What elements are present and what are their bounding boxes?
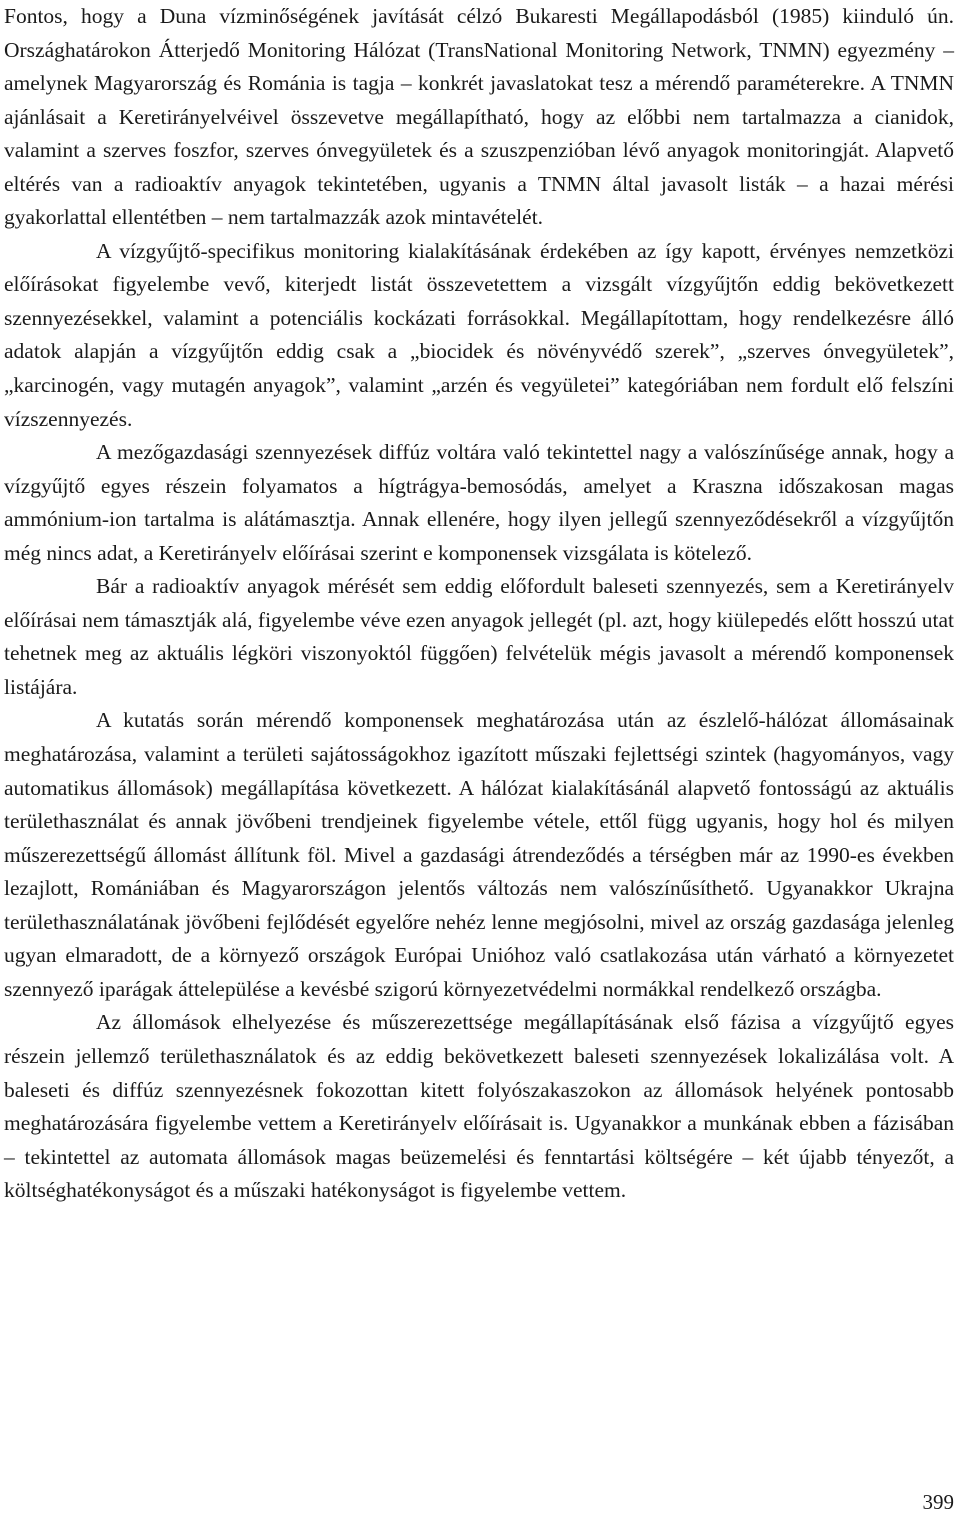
document-body (4, 0, 954, 1208)
paragraph-radioactive: Bár a radioaktív anyagok mérését sem eddig előfordult baleseti szennyezés, sem a Keretirányelv előírásai nem támasztják alá, figyelembe véve ezen anyagok jellegét (pl. azt, hogy kiülepedés előtt hosszú utat tehetnek meg az aktuális légköri viszonyoktól függően) felvételük mégis javasolt a mérendő komponensek listájára. (4, 574, 954, 699)
paragraph-stations: Az állomások elhelyezése és műszerezettsége megállapításának első fázisa a vízgyűjtő egyes részein jellemző területhasználatok és az eddig bekövetkezett baleseti szennyezések lokalizálása volt. A baleseti és diffúz szennyezésnek fokozottan kitett folyószakaszokon az állomások helyének pontosabb meghatározására figyelembe vettem a Keretirányelv előírásait is. Ugyanakkor a munkának ebben a fázisában – tekintettel az automata állomások magas beüzemelési és fenntartási költségére – két újabb tényezőt, a költséghatékonyságot és a műszaki hatékonyságot is figyelembe vettem. (4, 1010, 954, 1203)
paragraph-intro: Fontos, hogy a Duna vízminőségének javítását célzó Bukaresti Megállapodásból (1985) kiinduló ún. Országhatárokon Átterjedő Monitoring Hálózat (TransNational Monitoring Network, TNMN) egyezmény – amelynek Magyarország és Románia is tagja – konkrét javaslatokat tesz a mérendő paraméterekre. A TNMN ajánlásait a Keretirányelvéivel összevetve megállapítható, hogy az előbbi nem tartalmazza a cianidok, valamint a szerves foszfor, szerves ónvegyületek és a szuszpenzióban lévő anyagok monitoringját. Alapvető eltérés van a radioaktív anyagok tekintetében, ugyanis a TNMN által javasolt listák – a hazai mérési gyakorlattal ellentétben – nem tartalmazzák azok mintavételét. (4, 4, 954, 230)
paragraph-monitoring: A vízgyűjtő-specifikus monitoring kialakításának érdekében az így kapott, érvényes nemzetközi előírásokat figyelembe vevő, kiterjedt listát összevetettem a vizsgált vízgyűjtőn eddig bekövetkezett szennyezésekkel, valamint a potenciális kockázati forrásokkal. Megállapítottam, hogy rendelkezésre álló adatok alapján a vízgyűjtőn eddig csak a „biocidek és növényvédő szerek”, „szerves ónvegyületek”, „karcinogén, vagy mutagén anyagok”, valamint „arzén és vegyületei” kategóriában nem fordult elő felszíni vízszennyezés. (4, 238, 954, 431)
paragraph-agriculture: A mezőgazdasági szennyezések diffúz voltára való tekintettel nagy a valószínűsége annak, hogy a vízgyűjtő egyes részein folyamatos a hígtrágya-bemosódás, amelyet a Kraszna időszakosan magas ammónium-ion tartalma is alátámasztja. Annak ellenére, hogy ilyen jellegű szennyeződésekről a vízgyűjtőn még nincs adat, a Keretirányelv előírásai szerint e komponensek vizsgálata is kötelező. (4, 440, 954, 565)
page-number: 399 (922, 1490, 954, 1514)
paragraph-network: A kutatás során mérendő komponensek meghatározása után az észlelő-hálózat állomásainak meghatározása, valamint a területi sajátosságokhoz igazított műszaki fejlettségi szintek (hagyományos, vagy automatikus állomások) megállapítása következett. A hálózat kialakításánál alapvető fontosságú az aktuális területhasználat és annak jövőbeni trendjeinek figyelembe vétele, ettől függ ugyanis, hogy hol és milyen műszerezettségű állomást állítunk föl. Mivel a gazdasági átrendeződés a térségben már az 1990-es években lezajlott, Romániában és Magyarországon jelentős változás nem valószínűsíthető. Ugyanakkor Ukrajna területhasználatának jövőbeni fejlődését egyelőre nehéz lenne megjósolni, mivel az ország gazdasága jelenleg ugyan elmaradott, de a környező országok Európai Unióhoz való csatlakozása után várható a környezetet szennyező iparágak áttelepülése a kevésbé szigorú környezetvédelmi normákkal rendelkező országba. (4, 708, 954, 1001)
